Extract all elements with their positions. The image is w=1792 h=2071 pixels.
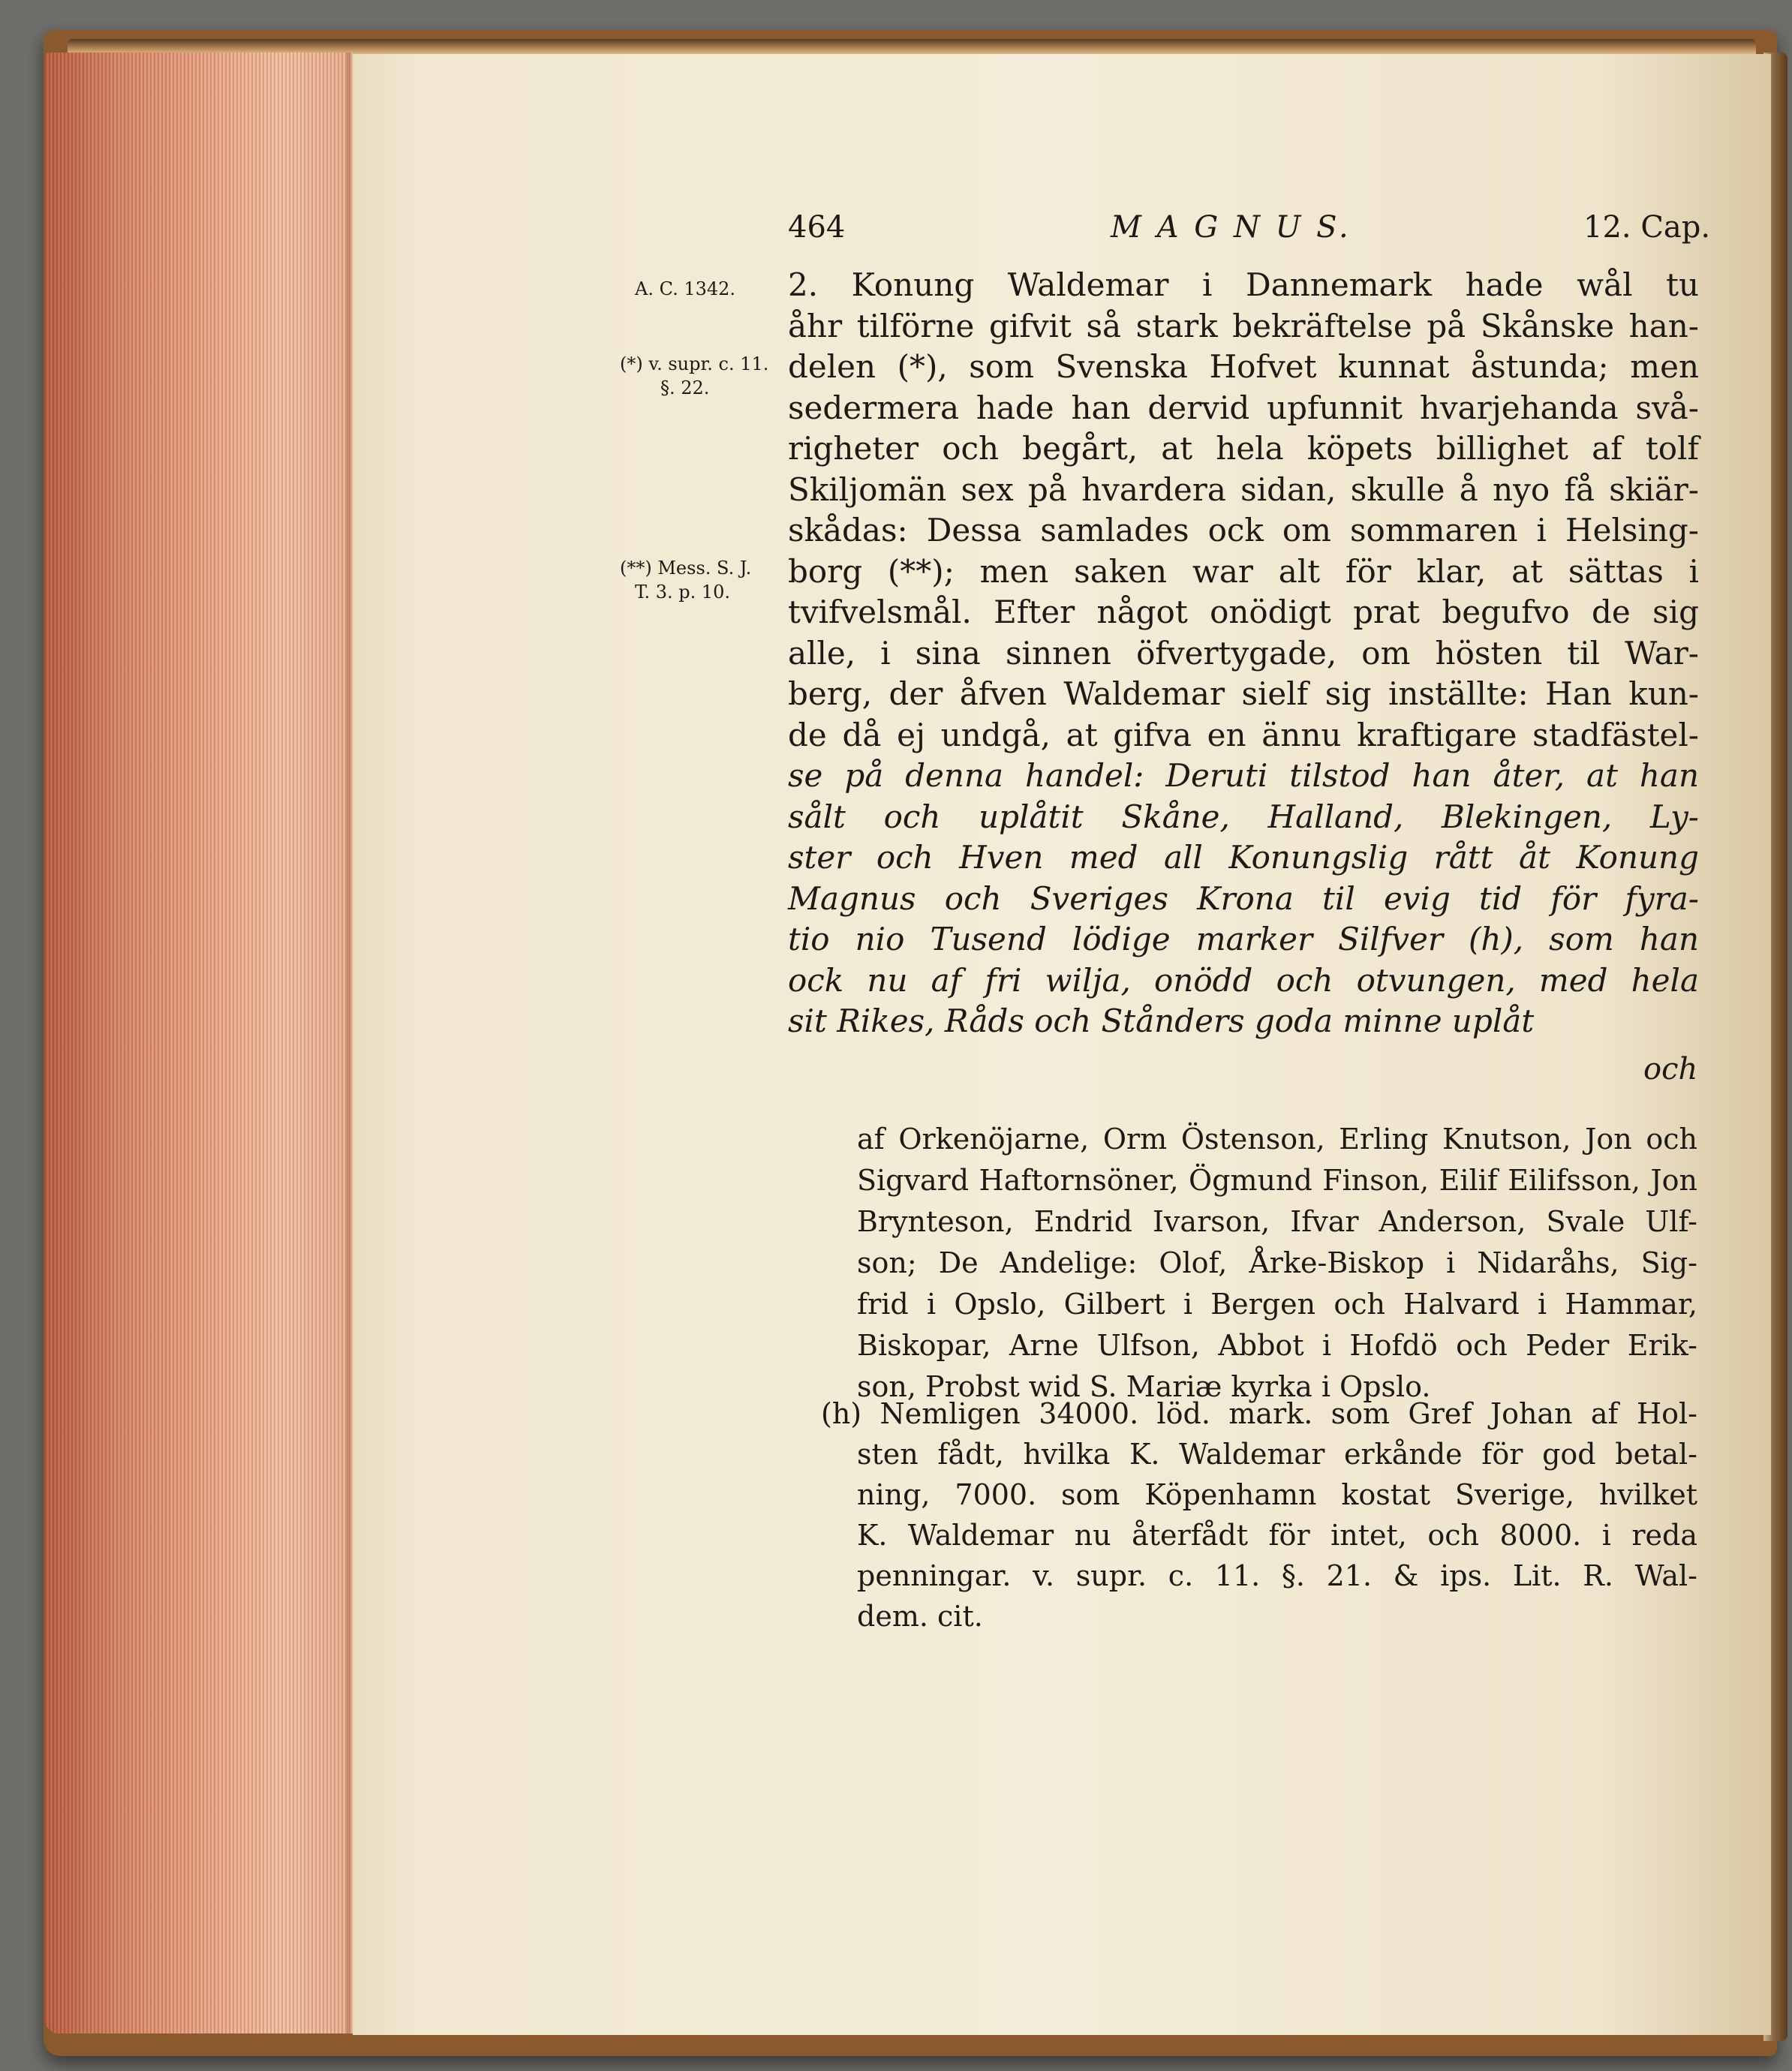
margin-note-ref: (**) Mess. S. J. [620,558,752,579]
body-line: Skiljomän sex på hvardera sidan, skulle å nyo få skiär- [788,470,1699,508]
body-line: ock nu af fri wilja, onödd och otvungen, med hela [788,961,1699,999]
footnote-line: Brynteson, Endrid Ivarson, Ifvar Anderson, Svale Ulf- [857,1205,1697,1238]
footnote-line: K. Waldemar nu återfådt för intet, och 8000. i reda [857,1519,1697,1552]
footnote-line: Sigvard Haftornsöner, Ögmund Finson, Eilif Eilifsson, Jon [857,1164,1697,1197]
body-line: åhr tilförne gifvit så stark bekräftelse på Skånske han- [788,307,1699,344]
page-number: 464 [788,210,846,245]
body-line: alle, i sina sinnen öfvertygade, om hösten til War- [788,634,1699,672]
chapter-label: 12. Cap. [1583,210,1711,245]
body-line: delen (*), som Svenska Hofvet kunnat åstunda; men [788,348,1699,385]
running-title: M A G N U S. [1111,210,1352,245]
body-line: ster och Hven med all Konungslig rått åt Konung [788,839,1699,876]
catchword: och [1643,1052,1698,1087]
page-block-edges [45,53,353,2033]
body-line: borg (**); men saken war alt för klar, at sättas i [788,552,1699,590]
footnote-line: Biskopar, Arne Ulfson, Abbot i Hofdö och Peder Erik- [857,1329,1697,1362]
footnote-line: dem. cit. [857,1600,983,1633]
body-line: sedermera hade han dervid upfunnit hvarjehanda svå- [788,389,1699,426]
body-line: skådas: Dessa samlades ock om sommaren i Helsing- [788,512,1699,549]
body-line: Magnus och Sveriges Krona til evig tid för fyra- [788,879,1699,917]
footnote-line: (h) Nemligen 34000. löd. mark. som Gref Johan af Hol- [821,1397,1697,1430]
body-line: righeter och begårt, at hela köpets billighet af tolf [788,430,1699,467]
body-line: de då ej undgå, at gifva en ännu kraftigare stadfästel- [788,716,1699,753]
body-line: berg, der åfven Waldemar sielf sig inställte: Han kun- [788,675,1699,712]
margin-year: A. C. 1342. [635,278,736,299]
footnote-line: frid i Opslo, Gilbert i Bergen och Halvard i Hammar, [857,1288,1697,1321]
footnote-line: ning, 7000. som Köpenhamn kostat Sverige, hvilket [857,1478,1697,1511]
footnote-line: af Orkenöjarne, Orm Östenson, Erling Knutson, Jon och [857,1123,1697,1156]
body-line: sit Rikes, Råds och Stånders goda minne uplåt [788,1002,1535,1039]
margin-note-ref: T. 3. p. 10. [635,582,731,603]
margin-note-ref: (*) v. supr. c. 11. [620,353,769,374]
body-line: 2. Konung Waldemar i Dannemark hade wål tu [788,266,1699,303]
body-line: se på denna handel: Deruti tilstod han åter, at han [788,757,1699,794]
body-line: tvifvelsmål. Efter något onödigt prat begufvo de sig [788,594,1699,630]
footnote-line: son; De Andelige: Olof, Årke-Biskop i Nidaråhs, Sig- [857,1246,1697,1279]
margin-note-ref: §. 22. [660,377,710,398]
footnote-line: sten fådt, hvilka K. Waldemar erkånde för god betal- [857,1438,1697,1471]
footnote-line: penningar. v. supr. c. 11. §. 21. & ips. Lit. R. Wal- [857,1559,1697,1592]
body-line: sålt och uplåtit Skåne, Halland, Blekingen, Ly- [788,798,1699,835]
footnote-line: son, Probst wid S. Mariæ kyrka i Opslo. [857,1370,1431,1403]
body-line: tio nio Tusend lödige marker Silfver (h), som han [788,921,1699,957]
